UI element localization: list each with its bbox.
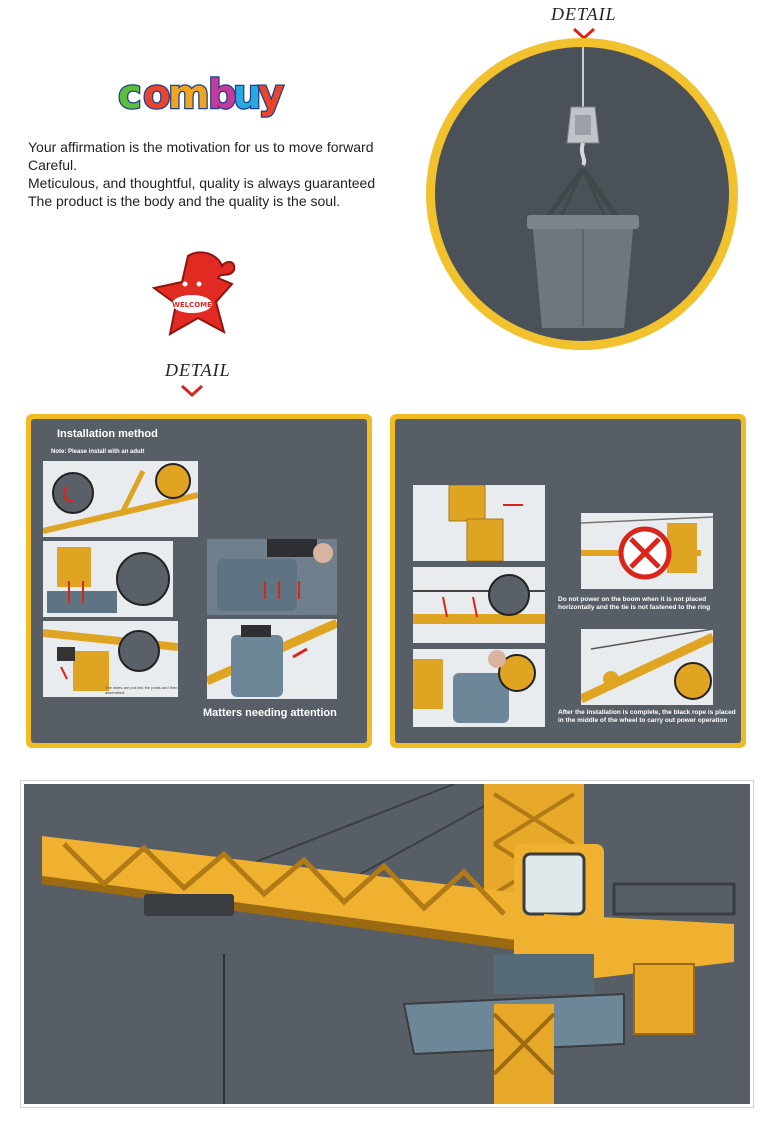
panel-note: Note: Please install with an adult xyxy=(51,449,145,455)
svg-text:b: b xyxy=(208,72,237,118)
svg-text:y: y xyxy=(258,72,285,118)
panel-title: Installation method xyxy=(57,428,158,440)
svg-text:m: m xyxy=(168,72,210,118)
attention-photo xyxy=(581,629,713,705)
tower-crane-illustration xyxy=(24,784,750,1104)
tagline-line: Careful. xyxy=(28,157,78,173)
install-photo xyxy=(43,461,198,537)
tagline-line: Your affirmation is the motivation for us to move forward xyxy=(28,139,374,155)
hook-bucket-photo xyxy=(435,47,729,341)
installation-panel xyxy=(26,414,372,748)
attention-caption: Do not power on the boom when it is not placed horizontally and the tie is not fastened to the ring xyxy=(558,596,711,611)
install-photo xyxy=(43,541,173,617)
combuy-logo-icon xyxy=(116,68,286,124)
install-photo xyxy=(43,621,178,697)
svg-text:o: o xyxy=(143,72,171,118)
product-photo xyxy=(20,780,754,1108)
bucket-illustration xyxy=(435,47,729,341)
svg-text:u: u xyxy=(233,72,262,118)
detail-label-middle: DETAIL xyxy=(165,360,231,380)
photo-caption: The wires are put into the posts and then assembled xyxy=(105,685,178,695)
attention-heading: Matters needing attention xyxy=(203,707,337,719)
attention-photo xyxy=(413,485,545,561)
attention-photo xyxy=(413,567,545,643)
svg-text:c: c xyxy=(118,72,142,118)
mascot-text: WELCOME xyxy=(172,301,212,309)
install-photo xyxy=(207,619,337,699)
attention-panel xyxy=(390,414,746,748)
welcome-mascot xyxy=(148,248,244,340)
attention-photo xyxy=(581,513,713,589)
install-photo xyxy=(207,539,337,615)
brand-logo xyxy=(116,68,286,124)
tagline-line: Meticulous, and thoughtful, quality is always guaranteed xyxy=(28,175,376,191)
attention-photo xyxy=(413,649,545,727)
attention-caption: After the installation is complete, the black rope is placed in the middle of the wheel to carry out power operation xyxy=(558,709,736,724)
detail-label-top: DETAIL xyxy=(551,4,617,24)
tagline-line: The product is the body and the quality is the soul. xyxy=(28,193,341,209)
tagline xyxy=(28,138,375,210)
detail-circle xyxy=(426,38,738,350)
mascot-icon xyxy=(148,248,244,340)
chevron-down-icon xyxy=(180,384,204,398)
